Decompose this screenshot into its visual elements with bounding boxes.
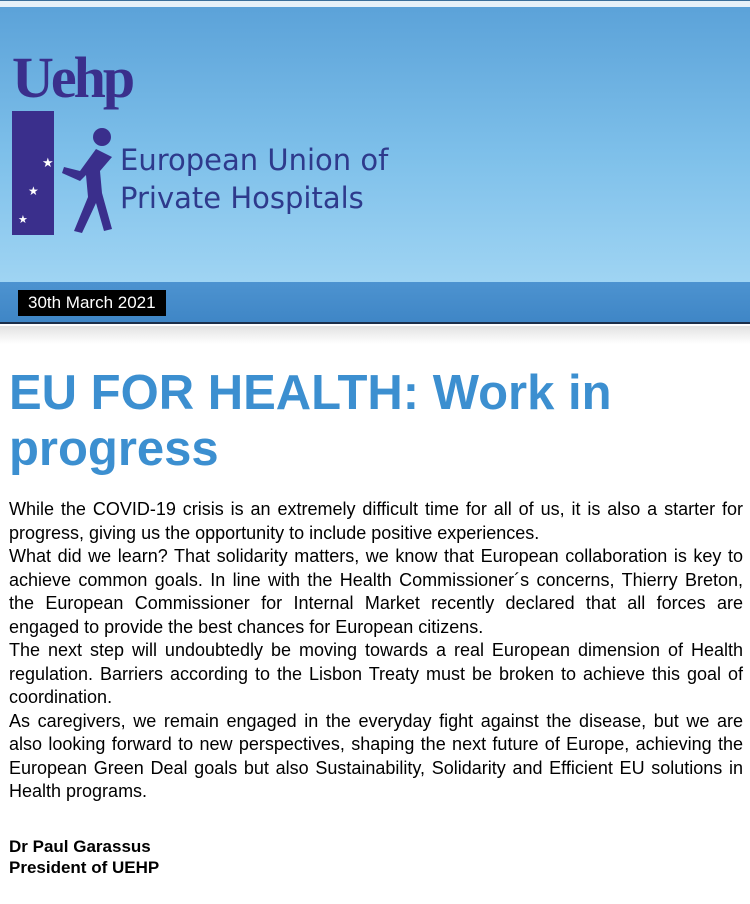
signature-name: Dr Paul Garassus [9, 837, 151, 856]
svg-text:★: ★ [18, 213, 28, 226]
person-figure-icon [50, 127, 120, 237]
signature-role: President of UEHP [9, 858, 160, 877]
logo-bar [12, 111, 54, 235]
svg-text:★: ★ [28, 184, 39, 198]
article-paragraph: While the COVID-19 crisis is an extremely difficult time for all of us, it is also a starter for progress, giving us the opportunity to include positive experiences. [9, 499, 743, 543]
date-band [0, 282, 750, 324]
article-title: EU FOR HEALTH: Work in progress [9, 366, 612, 476]
stars-icon [12, 111, 54, 235]
logo-wordmark: Uehp [12, 45, 133, 110]
article-paragraph: As caregivers, we remain engaged in the everyday fight against the disease, but we are also looking forward to new perspectives, shaping the next future of Europe, achieving the European Green Deal goals but also Sustainability, Solidarity and Efficient EU solutions in Health programs. [9, 710, 743, 801]
organization-name [120, 141, 388, 217]
header-top-line [0, 1, 750, 7]
article-body [9, 498, 743, 804]
signature [9, 836, 159, 878]
org-name-line2: Private Hospitals [120, 181, 364, 215]
uehp-logo [12, 45, 133, 239]
newsletter-header [0, 0, 750, 282]
org-name-line1: European Union of [120, 143, 389, 177]
header-shadow [0, 326, 750, 344]
article-paragraph: What did we learn? That solidarity matters, we know that European collaboration is key to achieve common goals. In line with the Health Commissioner´s concerns, Thierry Breton, the European Commissioner for Internal Market recently declared that all forces are engaged to provide the best chances for European citizens. [9, 546, 743, 637]
svg-text:★: ★ [42, 156, 54, 171]
article-paragraph: The next step will undoubtedly be moving towards a real European dimension of Health regulation. Barriers according to the Lisbon Treaty must be broken to achieve this goal of coordination. [9, 640, 743, 707]
date-label: 30th March 2021 [18, 290, 166, 316]
